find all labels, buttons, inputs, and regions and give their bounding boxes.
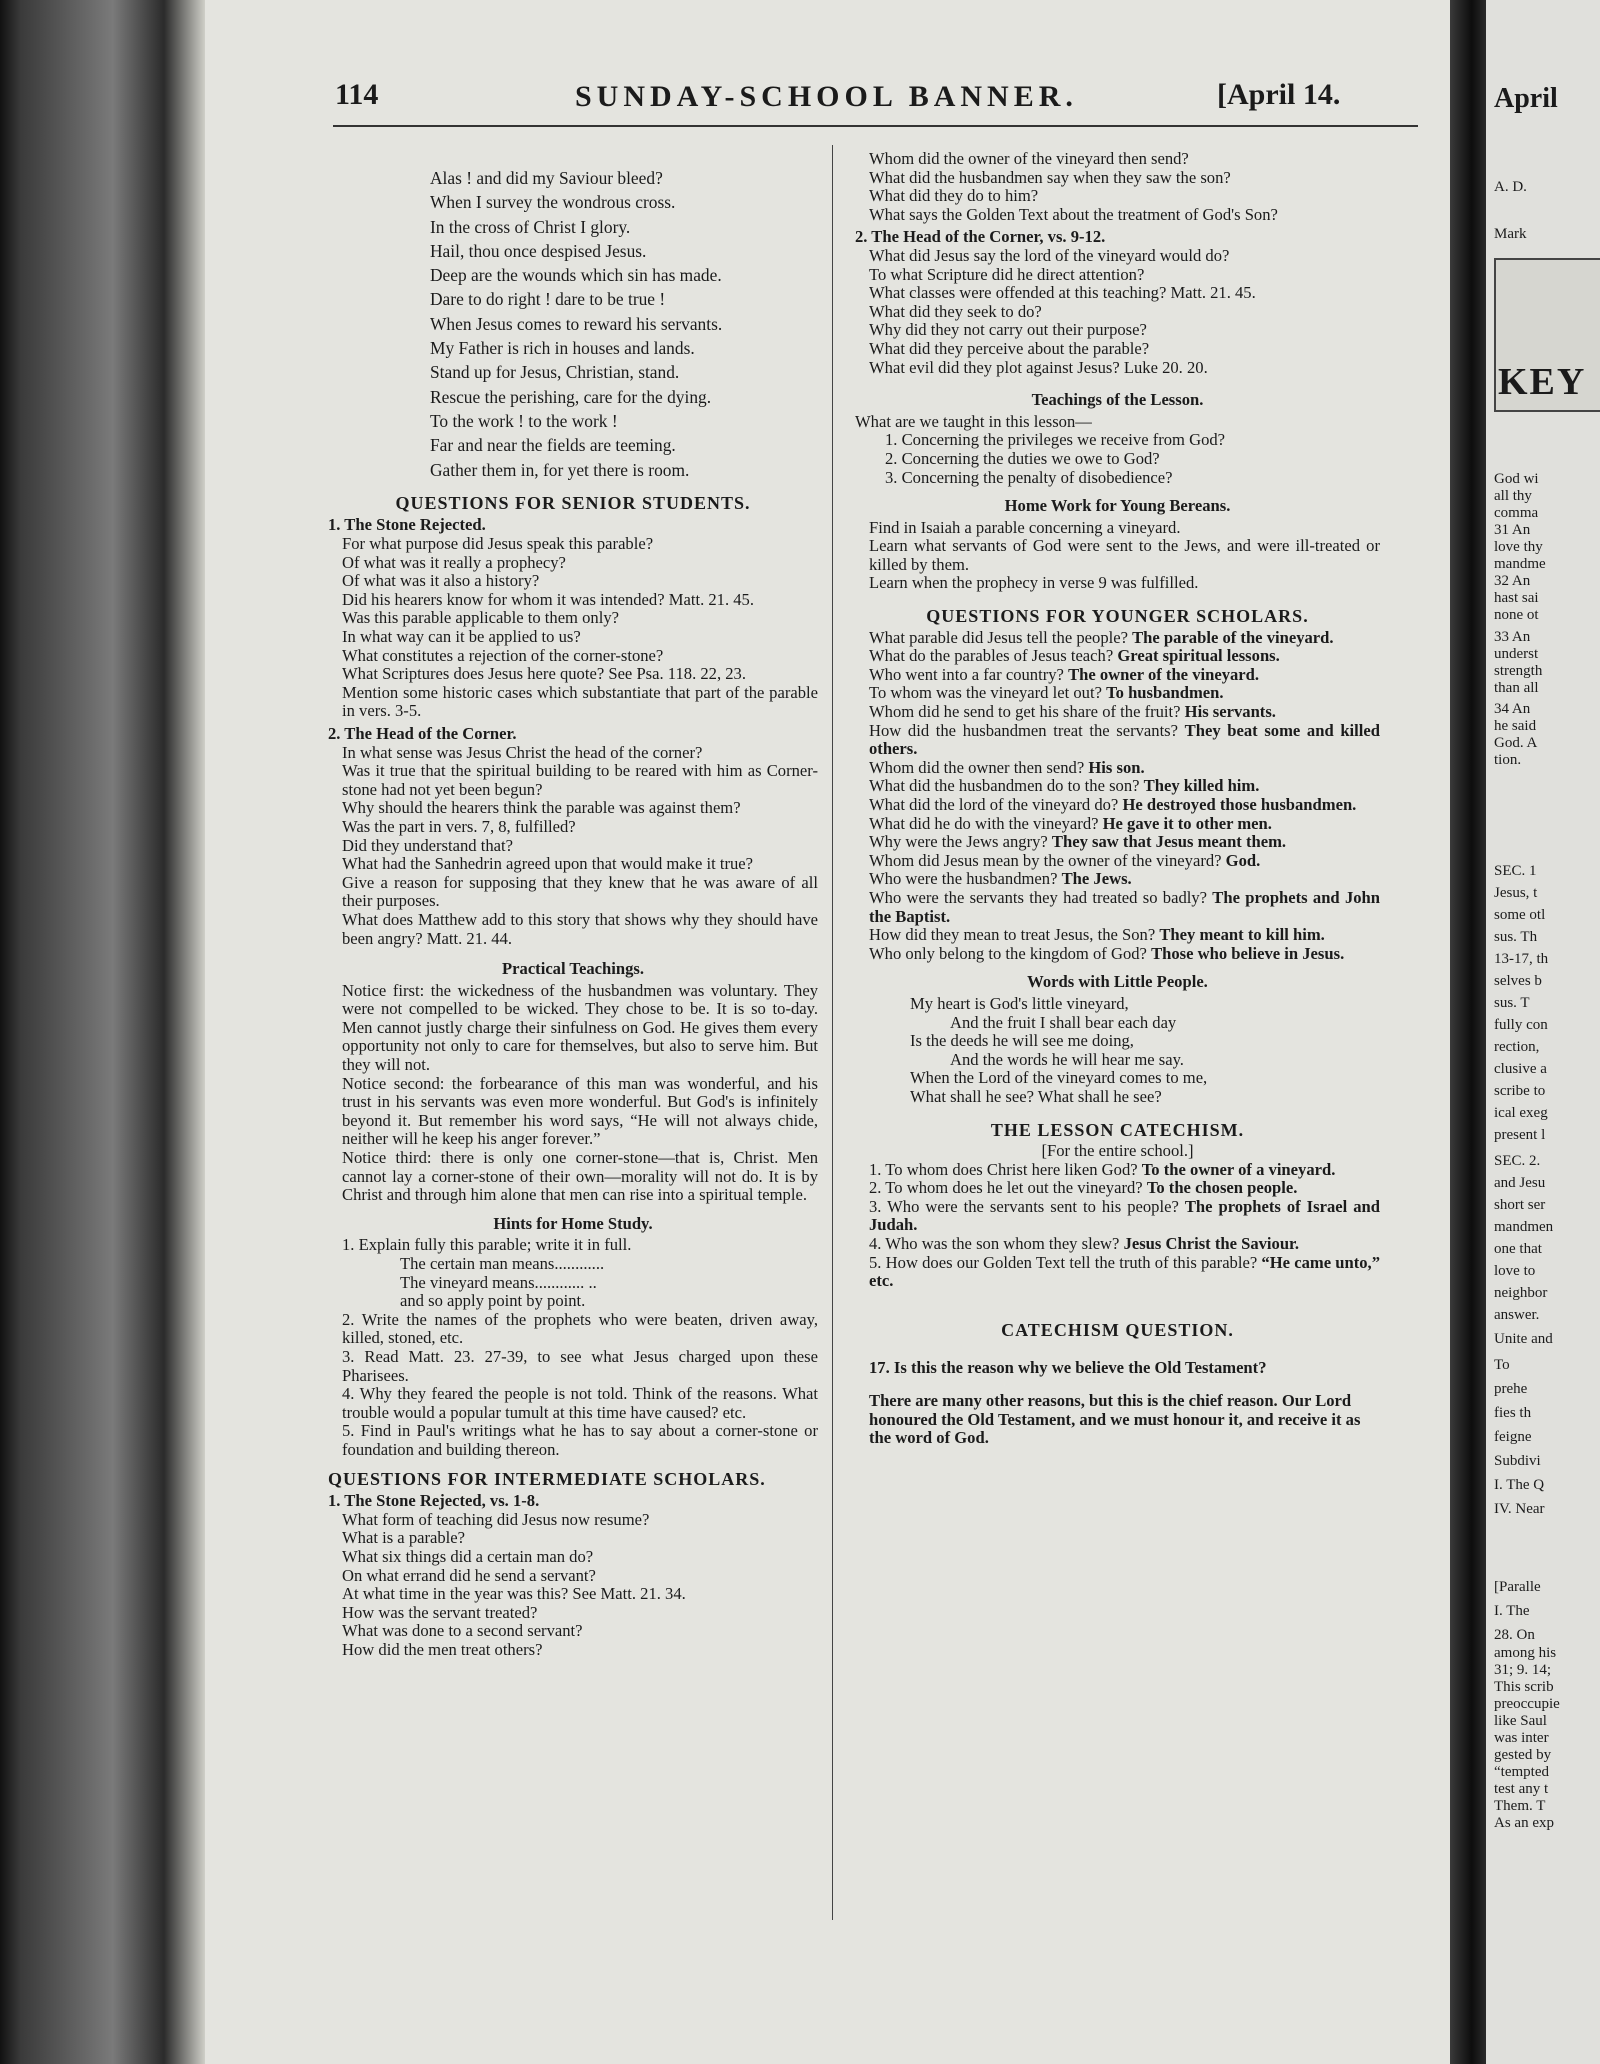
facing-page-line: Jesus, t bbox=[1494, 885, 1538, 901]
question-line: Of what was it really a prophecy? bbox=[342, 552, 566, 572]
facing-page-line: was inter bbox=[1494, 1730, 1549, 1746]
question-line: What says the Golden Text about the treatment of God's Son? bbox=[869, 204, 1278, 224]
facing-page-line: one that bbox=[1494, 1241, 1542, 1257]
younger-qa-item bbox=[855, 722, 1380, 759]
answer-text: They beat some and killed others. bbox=[869, 720, 1380, 759]
question-text: Who only belong to the kingdom of God? bbox=[869, 943, 1152, 963]
facing-page-line: Mark bbox=[1494, 226, 1527, 242]
hymn-line: Rescue the perishing, care for the dying. bbox=[430, 386, 712, 407]
page-title: SUNDAY-SCHOOL BANNER. bbox=[575, 80, 1078, 113]
facing-page-line: prehe bbox=[1494, 1381, 1528, 1397]
catechism-qa-item bbox=[855, 1161, 1380, 1180]
younger-qa-item bbox=[855, 684, 1380, 703]
facing-page-line: 13-17, th bbox=[1494, 951, 1549, 967]
younger-qa-item bbox=[855, 666, 1380, 685]
question-text: 4. Who was the son whom they slew? bbox=[869, 1234, 1124, 1254]
teachings-list bbox=[855, 431, 1380, 487]
question-text: Why were the Jews angry? bbox=[869, 832, 1052, 852]
younger-qa-item bbox=[855, 870, 1380, 889]
poem-line: And the fruit I shall bear each day bbox=[950, 1012, 1177, 1032]
facing-page-line: Subdivi bbox=[1494, 1453, 1541, 1469]
answer-text: The parable of the vineyard. bbox=[1132, 627, 1334, 647]
facing-page-line: hast sai bbox=[1494, 590, 1539, 606]
answer-text: His servants. bbox=[1184, 702, 1276, 722]
facing-page-line: rection, bbox=[1494, 1039, 1540, 1055]
intermediate-questions-right bbox=[855, 150, 1380, 224]
question-line: What classes were offended at this teaching? Matt. 21. 45. bbox=[869, 283, 1256, 303]
question-line: What form of teaching did Jesus now resume? bbox=[342, 1509, 650, 1529]
question-text: Who were the husbandmen? bbox=[869, 869, 1062, 889]
hint-item: 3. Read Matt. 23. 27-39, to see what Jesus charged upon these Pharisees. bbox=[342, 1346, 818, 1385]
question-text: What did the husbandmen do to the son? bbox=[869, 776, 1144, 796]
facing-page-line: like Saul bbox=[1494, 1713, 1547, 1729]
question-line: In what sense was Jesus Christ the head of the corner? bbox=[342, 742, 703, 762]
question-line: Did his hearers know for whom it was intended? Matt. 21. 45. bbox=[342, 589, 754, 609]
intermediate-questions-left bbox=[328, 1511, 818, 1660]
facing-page-line: preoccupie bbox=[1494, 1696, 1560, 1712]
hymn-line: When I survey the wondrous cross. bbox=[430, 192, 676, 213]
hymn-line: My Father is rich in houses and lands. bbox=[430, 338, 695, 359]
catechism-qa-item bbox=[855, 1198, 1380, 1235]
hint-item: 2. Write the names of the prophets who were beaten, driven away, killed, stoned, etc. bbox=[342, 1309, 818, 1348]
catechism-qa bbox=[855, 1161, 1380, 1291]
little-people-poem bbox=[855, 995, 1380, 1107]
question-line: What constitutes a rejection of the corner-stone? bbox=[342, 645, 664, 665]
question-line: At what time in the year was this? See Matt. 21. 34. bbox=[342, 1584, 686, 1604]
younger-heading: QUESTIONS FOR YOUNGER SCHOLARS. bbox=[926, 606, 1309, 627]
hymn-line: In the cross of Christ I glory. bbox=[430, 216, 631, 237]
question-line: Mention some historic cases which substantiate that part of the parable in vers. 3-5. bbox=[342, 682, 818, 721]
hint-item-1: 1. Explain fully this parable; write it in full. bbox=[342, 1235, 632, 1255]
younger-qa-item bbox=[855, 815, 1380, 834]
answer-text: To the chosen people. bbox=[1146, 1178, 1298, 1198]
left-column bbox=[328, 166, 818, 1659]
catechism-heading: THE LESSON CATECHISM. bbox=[990, 1119, 1245, 1140]
facing-page-line: feigne bbox=[1494, 1429, 1532, 1445]
question-line: What did the husbandmen say when they saw the son? bbox=[869, 167, 1231, 187]
hint-item-1-sub bbox=[328, 1255, 818, 1311]
question-line: Give a reason for supposing that they knew that he was aware of all their purposes. bbox=[342, 872, 818, 911]
answer-text: He destroyed those husbandmen. bbox=[1122, 795, 1357, 814]
question-line: Was it true that the spiritual building to be reared with him as Corner-stone had not yet been begun? bbox=[342, 761, 818, 799]
hints-heading: Hints for Home Study. bbox=[493, 1213, 653, 1233]
practical-paragraph: Notice second: the forbearance of this man was wonderful, and his trust in his servants was even more wonderful. But God's is infinitely beyond it. But remember his word says, “He will not always chide, neither will he keep his anger forever.” bbox=[342, 1073, 818, 1149]
hymn-line: Gather them in, for yet there is room. bbox=[430, 459, 690, 480]
facing-page-line: love thy bbox=[1494, 539, 1543, 555]
catechism-note: [For the entire school.] bbox=[1041, 1141, 1194, 1161]
facing-page-line: scribe to bbox=[1494, 1083, 1546, 1099]
facing-page-line: mandme bbox=[1494, 556, 1546, 572]
facing-page-line: among his bbox=[1494, 1645, 1557, 1661]
younger-qa-item bbox=[855, 759, 1380, 778]
answer-text: They killed him. bbox=[1143, 776, 1260, 796]
hymn-line: When Jesus comes to reward his servants. bbox=[430, 313, 723, 334]
facing-page-line: A. D. bbox=[1494, 179, 1527, 195]
hymn-line: Dare to do right ! dare to be true ! bbox=[430, 289, 666, 310]
facing-page-line: selves b bbox=[1494, 973, 1542, 989]
facing-page-line: SEC. 1 bbox=[1494, 863, 1537, 879]
question-text: Who were the servants they had treated so badly? bbox=[869, 887, 1213, 907]
facing-page-line: answer. bbox=[1494, 1307, 1540, 1323]
home-work-list bbox=[855, 519, 1380, 593]
facing-page-line: Them. T bbox=[1494, 1798, 1546, 1814]
question-line: What is a parable? bbox=[342, 1528, 466, 1548]
poem-line: Is the deeds he will see me doing, bbox=[910, 1031, 1134, 1051]
question-line: Of what was it also a history? bbox=[342, 571, 540, 591]
answer-text: “He came unto,” etc. bbox=[869, 1252, 1380, 1291]
question-text: What did the lord of the vineyard do? bbox=[869, 795, 1123, 814]
home-work-line: Learn what servants of God were sent to the Jews, and were ill-treated or killed by them. bbox=[869, 536, 1380, 574]
question-line: On what errand did he send a servant? bbox=[342, 1565, 596, 1585]
answer-text: The owner of the vineyard. bbox=[1068, 664, 1260, 684]
facing-page-line: present l bbox=[1494, 1127, 1546, 1143]
question-line: What had the Sanhedrin agreed upon that would make it true? bbox=[342, 854, 754, 874]
senior-section-1-title: 1. The Stone Rejected. bbox=[328, 515, 486, 535]
answer-text: Great spiritual lessons. bbox=[1117, 646, 1280, 666]
question-line: Why should the hearers think the parable was against them? bbox=[342, 798, 741, 818]
younger-qa-item bbox=[855, 796, 1380, 815]
poem-line: My heart is God's little vineyard, bbox=[910, 993, 1129, 1013]
answer-text: They meant to kill him. bbox=[1159, 925, 1325, 945]
younger-qa-item bbox=[855, 703, 1380, 722]
facing-page-line: God wi bbox=[1494, 471, 1539, 487]
hint-items bbox=[328, 1311, 818, 1460]
question-line: Whom did the owner of the vineyard then send? bbox=[869, 149, 1189, 168]
younger-qa-item bbox=[855, 926, 1380, 945]
facing-page-line: [Paralle bbox=[1494, 1579, 1541, 1595]
catechism-answer: There are many other reasons, but this is the chief reason. Our Lord honoured the Old Testament, and we must honour it, and receive it as the word of God. bbox=[869, 1391, 1361, 1448]
facing-page bbox=[1486, 0, 1600, 2064]
question-line: To what Scripture did he direct attention? bbox=[869, 264, 1145, 284]
answer-text: The Jews. bbox=[1061, 869, 1132, 889]
facing-page-line: strength bbox=[1494, 663, 1543, 679]
question-line: What did they seek to do? bbox=[869, 301, 1042, 321]
key-graphic-text: KEY bbox=[1498, 361, 1587, 403]
question-line: What did Jesus say the lord of the vineyard would do? bbox=[869, 245, 1230, 265]
answer-text: Jesus Christ the Saviour. bbox=[1123, 1234, 1300, 1254]
intermediate-section-2 bbox=[855, 247, 1380, 377]
facing-page-line: sus. Th bbox=[1494, 929, 1538, 945]
page-114 bbox=[205, 0, 1450, 2064]
facing-page-line: As an exp bbox=[1494, 1815, 1554, 1831]
hint-sub-line: The certain man means............ bbox=[400, 1254, 605, 1274]
question-text: What do the parables of Jesus teach? bbox=[869, 646, 1118, 666]
facing-page-line: To bbox=[1494, 1357, 1510, 1373]
senior-section-2 bbox=[328, 744, 818, 949]
practical-paragraph: Notice first: the wickedness of the husbandmen was voluntary. They were not compelled to be wicked. They chose to be. It is so to-day. Men cannot justly charge their sinfulness on God. He gives them every opportunity not only to care for themselves, but also to serve him. But they will not. bbox=[342, 980, 818, 1075]
senior-heading: QUESTIONS FOR SENIOR STUDENTS. bbox=[395, 492, 751, 513]
teaching-item: 1. Concerning the privileges we receive from God? bbox=[885, 430, 1226, 450]
question-line: What Scriptures does Jesus here quote? See Psa. 118. 22, 23. bbox=[342, 664, 747, 684]
facing-page-line: SEC. 2. bbox=[1494, 1153, 1541, 1169]
younger-qa-item bbox=[855, 777, 1380, 796]
question-text: How did they mean to treat Jesus, the Son? bbox=[869, 925, 1160, 945]
poem-line: When the Lord of the vineyard comes to me, bbox=[910, 1068, 1208, 1088]
facing-page-line: 32 An bbox=[1494, 573, 1531, 589]
facing-page-line: 31 An bbox=[1494, 522, 1531, 538]
hymn-line: Deep are the wounds which sin has made. bbox=[430, 265, 722, 286]
facing-page-line: tion. bbox=[1494, 752, 1522, 768]
facing-page-line: short ser bbox=[1494, 1197, 1546, 1213]
question-line: Did they understand that? bbox=[342, 835, 513, 855]
home-work-line: Learn when the prophecy in verse 9 was fulfilled. bbox=[869, 573, 1199, 593]
header-rule bbox=[333, 125, 1418, 127]
facing-page-line: sus. T bbox=[1494, 995, 1530, 1011]
facing-page-line: fully con bbox=[1494, 1017, 1548, 1033]
teaching-item: 3. Concerning the penalty of disobedience? bbox=[885, 467, 1173, 487]
younger-qa-item bbox=[855, 833, 1380, 852]
answer-text: God. bbox=[1225, 850, 1261, 870]
question-line: What does Matthew add to this story that shows why they should have been angry? Matt. 21. 44. bbox=[342, 909, 818, 948]
little-people-heading: Words with Little People. bbox=[1027, 972, 1208, 992]
facing-page-line: “tempted bbox=[1494, 1764, 1549, 1780]
catechism-qa-item bbox=[855, 1179, 1380, 1198]
facing-page-line: fies th bbox=[1494, 1405, 1532, 1421]
younger-qa-item bbox=[855, 889, 1380, 926]
hymn-line: Stand up for Jesus, Christian, stand. bbox=[430, 362, 680, 383]
catechism-qa-item bbox=[855, 1235, 1380, 1254]
poem-line: What shall he see? What shall he see? bbox=[910, 1086, 1162, 1106]
question-line: Was the part in vers. 7, 8, fulfilled? bbox=[342, 816, 576, 836]
facing-page-line: than all bbox=[1494, 680, 1539, 696]
facing-page-line: I. The Q bbox=[1494, 1477, 1545, 1493]
younger-qa-item bbox=[855, 629, 1380, 648]
facing-page-line: some otl bbox=[1494, 907, 1546, 923]
answer-text: To husbandmen. bbox=[1106, 683, 1224, 703]
question-line: What evil did they plot against Jesus? Luke 20. 20. bbox=[869, 357, 1208, 377]
question-text: What parable did Jesus tell the people? bbox=[869, 627, 1133, 647]
question-line: Was this parable applicable to them only? bbox=[342, 608, 619, 628]
facing-page-header: April bbox=[1494, 83, 1558, 114]
facing-page-line: I. The bbox=[1494, 1603, 1530, 1619]
answer-text: His son. bbox=[1088, 757, 1145, 777]
hymn-line: To the work ! to the work ! bbox=[430, 410, 618, 431]
question-text: 2. To whom does he let out the vineyard? bbox=[869, 1178, 1147, 1198]
younger-qa-item bbox=[855, 647, 1380, 666]
answer-text: To the owner of a vineyard. bbox=[1141, 1159, 1336, 1179]
younger-qa bbox=[855, 629, 1380, 964]
facing-page-line: mandmen bbox=[1494, 1219, 1554, 1235]
question-text: To whom was the vineyard let out? bbox=[869, 683, 1107, 703]
question-line: Why did they not carry out their purpose? bbox=[869, 320, 1147, 340]
senior-section-2-title: 2. The Head of the Corner. bbox=[328, 723, 517, 743]
intermediate-section-1-title: 1. The Stone Rejected, vs. 1-8. bbox=[328, 1491, 540, 1511]
right-column bbox=[855, 150, 1380, 1448]
catechism-question-heading: CATECHISM QUESTION. bbox=[1001, 1319, 1234, 1340]
senior-section-1 bbox=[328, 535, 818, 721]
hint-item: 4. Why they feared the people is not told. Think of the reasons. What trouble would a popular tumult at this time have caused? etc. bbox=[342, 1384, 818, 1422]
practical-heading: Practical Teachings. bbox=[502, 959, 644, 979]
hint-item: 5. Find in Paul's writings what he has to say about a corner-stone or foundation and building thereon. bbox=[342, 1421, 818, 1459]
poem-line: And the words he will hear me say. bbox=[950, 1049, 1184, 1069]
answer-text: He gave it to other men. bbox=[1102, 813, 1272, 833]
answer-text: The prophets and John the Baptist. bbox=[869, 887, 1380, 926]
page-date: [April 14. bbox=[1217, 78, 1341, 111]
intermediate-section-2-title: 2. The Head of the Corner, vs. 9-12. bbox=[855, 227, 1106, 247]
hymn-line: Alas ! and did my Saviour bleed? bbox=[430, 168, 663, 188]
question-line: How did the men treat others? bbox=[342, 1639, 543, 1659]
question-line: What was done to a second servant? bbox=[342, 1621, 583, 1641]
facing-page-line: comma bbox=[1494, 505, 1539, 521]
facing-page-line: he said bbox=[1494, 718, 1537, 734]
facing-page-line: IV. Near bbox=[1494, 1501, 1545, 1517]
home-work-heading: Home Work for Young Bereans. bbox=[1004, 496, 1231, 516]
hint-sub-line: The vineyard means............ .. bbox=[400, 1272, 597, 1292]
facing-page-line: 33 An bbox=[1494, 629, 1531, 645]
question-line: What did they perceive about the parable? bbox=[869, 338, 1150, 358]
facing-page-line: God. A bbox=[1494, 735, 1538, 751]
question-text: 1. To whom does Christ here liken God? bbox=[869, 1159, 1142, 1179]
facing-page-line: underst bbox=[1494, 646, 1539, 662]
column-divider bbox=[832, 145, 833, 1920]
hint-sub-line: and so apply point by point. bbox=[400, 1291, 586, 1311]
question-text: Who went into a far country? bbox=[869, 664, 1069, 684]
facing-page-line: test any t bbox=[1494, 1781, 1549, 1797]
facing-page-line: gested by bbox=[1494, 1747, 1552, 1763]
question-text: 3. Who were the servants sent to his people? bbox=[869, 1196, 1185, 1216]
book-binding bbox=[0, 0, 205, 2064]
hymn-list bbox=[328, 166, 818, 482]
facing-page-line: love to bbox=[1494, 1263, 1536, 1279]
teaching-item: 2. Concerning the duties we owe to God? bbox=[885, 448, 1160, 468]
question-line: For what purpose did Jesus speak this parable? bbox=[342, 534, 654, 554]
facing-page-line: none ot bbox=[1494, 607, 1539, 623]
question-line: What did they do to him? bbox=[869, 186, 1039, 206]
facing-page-line: clusive a bbox=[1494, 1061, 1547, 1077]
facing-page-line: and Jesu bbox=[1494, 1175, 1546, 1191]
question-text: Whom did the owner then send? bbox=[869, 757, 1089, 777]
question-text: What did he do with the vineyard? bbox=[869, 813, 1103, 833]
hymn-line: Hail, thou once despised Jesus. bbox=[430, 240, 647, 261]
answer-text: Those who believe in Jesus. bbox=[1151, 943, 1345, 963]
facing-page-line: neighbor bbox=[1494, 1285, 1548, 1301]
catechism-qa-item bbox=[855, 1254, 1380, 1291]
page-gutter bbox=[1450, 0, 1486, 2064]
facing-page-line: This scrib bbox=[1494, 1679, 1554, 1695]
hymn-line: Far and near the fields are teeming. bbox=[430, 435, 676, 456]
page-number: 114 bbox=[335, 78, 379, 111]
intermediate-heading: QUESTIONS FOR INTERMEDIATE SCHOLARS. bbox=[328, 1468, 766, 1489]
question-line: How was the servant treated? bbox=[342, 1602, 538, 1622]
younger-qa-item bbox=[855, 945, 1380, 964]
practical-paragraph: Notice third: there is only one corner-stone—that is, Christ. Men cannot lay a corner-stone of their own—morality will not do. It is by Christ and through him alone that men can rise into a spiritual temple. bbox=[342, 1148, 818, 1205]
facing-page-line: 31; 9. 14; bbox=[1494, 1662, 1552, 1678]
catechism-question: 17. Is this the reason why we believe the Old Testament? bbox=[869, 1358, 1267, 1378]
home-work-line: Find in Isaiah a parable concerning a vineyard. bbox=[869, 517, 1181, 537]
practical-teachings bbox=[328, 982, 818, 1205]
answer-text: The prophets of Israel and Judah. bbox=[869, 1196, 1380, 1235]
question-line: What six things did a certain man do? bbox=[342, 1546, 594, 1566]
facing-page-line: Unite and bbox=[1494, 1331, 1553, 1347]
facing-page-line: all thy bbox=[1494, 488, 1532, 504]
question-text: How did the husbandmen treat the servants? bbox=[869, 720, 1185, 740]
teachings-heading: Teachings of the Lesson. bbox=[1031, 390, 1204, 410]
question-text: 5. How does our Golden Text tell the truth of this parable? bbox=[869, 1252, 1262, 1272]
question-text: Whom did he send to get his share of the fruit? bbox=[869, 702, 1185, 722]
question-line: In what way can it be applied to us? bbox=[342, 627, 581, 647]
facing-page-line: 34 An bbox=[1494, 701, 1531, 717]
facing-page-line: 28. On bbox=[1494, 1627, 1535, 1643]
teachings-intro: What are we taught in this lesson— bbox=[855, 411, 1092, 431]
answer-text: They saw that Jesus meant them. bbox=[1051, 832, 1287, 852]
younger-qa-item bbox=[855, 852, 1380, 871]
facing-page-line: ical exeg bbox=[1494, 1105, 1548, 1121]
question-text: Whom did Jesus mean by the owner of the vineyard? bbox=[869, 850, 1226, 870]
